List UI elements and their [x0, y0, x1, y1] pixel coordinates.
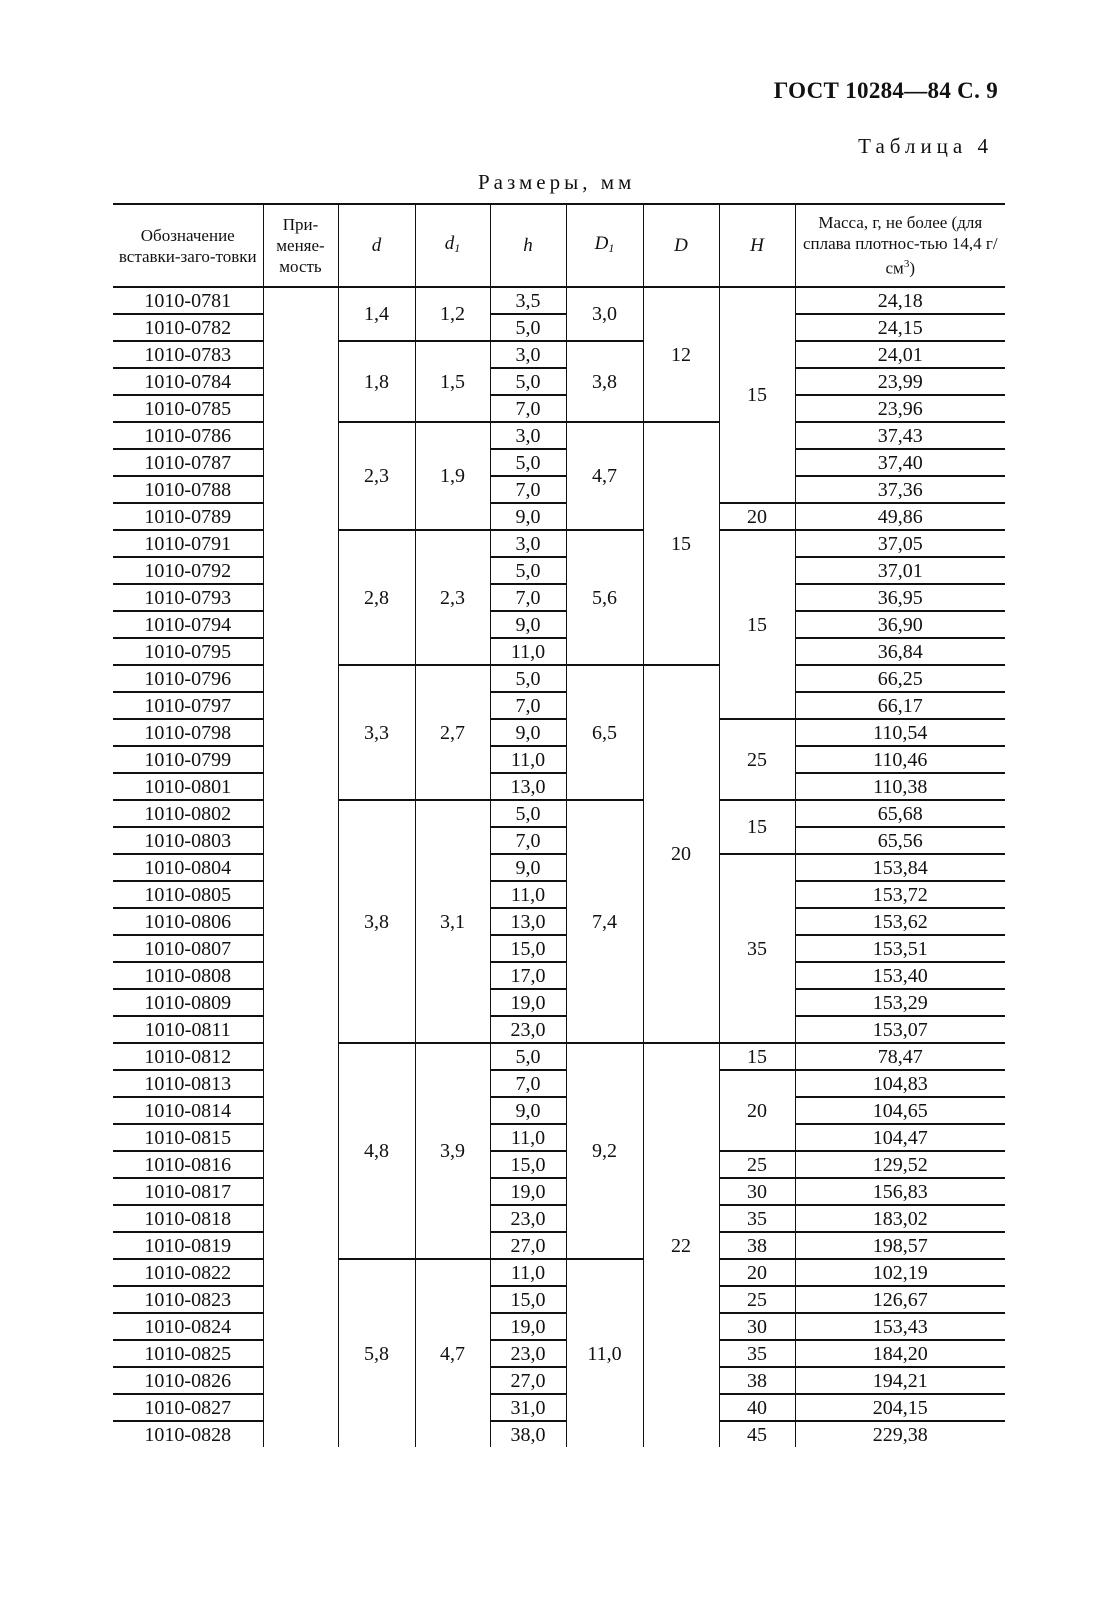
- d1-value-cell: 1,9: [415, 422, 490, 530]
- D-value-cell: 12: [643, 287, 719, 422]
- designation-cell: 1010-0806: [113, 908, 263, 935]
- mass-value-cell: 153,07: [795, 1016, 1005, 1043]
- D1-value-cell: 5,6: [566, 530, 643, 665]
- col-header-designation-text: Обозначение вставки-заго-товки: [118, 225, 257, 266]
- col-header-H: [719, 204, 795, 287]
- designation-cell: 1010-0823: [113, 1286, 263, 1313]
- h-value-cell: 15,0: [490, 1151, 566, 1178]
- table-row: [113, 1097, 1005, 1124]
- H-value-cell: 35: [719, 1205, 795, 1232]
- designation-cell: 1010-0811: [113, 1016, 263, 1043]
- mass-value-cell: 184,20: [795, 1340, 1005, 1367]
- mass-value-cell: 65,68: [795, 800, 1005, 827]
- H-value-cell: 38: [719, 1367, 795, 1394]
- designation-cell: 1010-0787: [113, 449, 263, 476]
- designation-cell: 1010-0786: [113, 422, 263, 449]
- h-value-cell: 7,0: [490, 584, 566, 611]
- designation-cell: 1010-0809: [113, 989, 263, 1016]
- d1-value-cell: 3,1: [415, 800, 490, 1043]
- D-value-cell: 20: [643, 665, 719, 1043]
- mass-value-cell: 156,83: [795, 1178, 1005, 1205]
- H-value-cell: 20: [719, 1259, 795, 1286]
- h-value-cell: 7,0: [490, 827, 566, 854]
- mass-value-cell: 153,29: [795, 989, 1005, 1016]
- mass-value-cell: 102,19: [795, 1259, 1005, 1286]
- col-header-applicability-text: При-меняе-мость: [276, 215, 325, 276]
- designation-cell: 1010-0808: [113, 962, 263, 989]
- h-value-cell: 23,0: [490, 1205, 566, 1232]
- table-row: [113, 1313, 1005, 1340]
- mass-value-cell: 66,25: [795, 665, 1005, 692]
- col-header-D1: [566, 204, 643, 287]
- designation-cell: 1010-0812: [113, 1043, 263, 1070]
- H-value-cell: 25: [719, 719, 795, 800]
- h-value-cell: 9,0: [490, 854, 566, 881]
- table-row: [113, 287, 1005, 314]
- h-value-cell: 7,0: [490, 692, 566, 719]
- d-value-cell: 2,3: [338, 422, 415, 530]
- mass-value-cell: 153,43: [795, 1313, 1005, 1340]
- h-value-cell: 5,0: [490, 449, 566, 476]
- mass-value-cell: 37,36: [795, 476, 1005, 503]
- h-value-cell: 5,0: [490, 800, 566, 827]
- mass-value-cell: 126,67: [795, 1286, 1005, 1313]
- d1-value-cell: 3,9: [415, 1043, 490, 1259]
- designation-cell: 1010-0797: [113, 692, 263, 719]
- mass-value-cell: 104,65: [795, 1097, 1005, 1124]
- table-row: [113, 1043, 1005, 1070]
- designation-cell: 1010-0819: [113, 1232, 263, 1259]
- d-value-cell: 1,8: [338, 341, 415, 422]
- d1-value-cell: 2,7: [415, 665, 490, 800]
- col-header-d: [338, 204, 415, 287]
- col-header-mass-text: Масса, г, не более (для сплава плотнос-тью 14,4 г/см: [802, 213, 998, 278]
- designation-cell: 1010-0781: [113, 287, 263, 314]
- h-value-cell: 19,0: [490, 1313, 566, 1340]
- designation-cell: 1010-0817: [113, 1178, 263, 1205]
- mass-value-cell: 49,86: [795, 503, 1005, 530]
- table-row: [113, 1205, 1005, 1232]
- table-row: [113, 989, 1005, 1016]
- mass-value-cell: 66,17: [795, 692, 1005, 719]
- table-row: [113, 530, 1005, 557]
- table-row: [113, 1286, 1005, 1313]
- table-row: [113, 1151, 1005, 1178]
- table-row: [113, 1016, 1005, 1043]
- mass-value-cell: 110,46: [795, 746, 1005, 773]
- designation-cell: 1010-0814: [113, 1097, 263, 1124]
- table-body: [113, 287, 1005, 1447]
- table-row: [113, 1340, 1005, 1367]
- h-value-cell: 38,0: [490, 1421, 566, 1447]
- table-row: [113, 1259, 1005, 1286]
- designation-cell: 1010-0798: [113, 719, 263, 746]
- H-value-cell: 15: [719, 800, 795, 854]
- D1-value-cell: 3,8: [566, 341, 643, 422]
- h-value-cell: 11,0: [490, 638, 566, 665]
- h-value-cell: 15,0: [490, 935, 566, 962]
- table-row: [113, 935, 1005, 962]
- designation-cell: 1010-0805: [113, 881, 263, 908]
- dimensions-table-container: [113, 203, 1005, 1447]
- table-row: [113, 584, 1005, 611]
- h-value-cell: 9,0: [490, 611, 566, 638]
- table-row: [113, 962, 1005, 989]
- h-value-cell: 23,0: [490, 1340, 566, 1367]
- table-row: [113, 476, 1005, 503]
- col-header-designation: [113, 204, 263, 287]
- H-value-cell: 38: [719, 1232, 795, 1259]
- h-value-cell: 13,0: [490, 908, 566, 935]
- designation-cell: 1010-0828: [144, 1424, 232, 1446]
- h-value-cell: 3,0: [490, 530, 566, 557]
- designation-cell: 1010-0794: [113, 611, 263, 638]
- H-value-cell: 45: [719, 1421, 795, 1447]
- designation-cell: 1010-0799: [113, 746, 263, 773]
- designation-cell: 1010-0783: [113, 341, 263, 368]
- table-row: [113, 638, 1005, 665]
- table-number-label: Таблица 4: [858, 134, 993, 158]
- mass-value-cell: 204,15: [795, 1394, 1005, 1421]
- h-value-cell: 15,0: [490, 1286, 566, 1313]
- H-value-cell: 20: [719, 503, 795, 530]
- h-value-cell: 11,0: [490, 1259, 566, 1286]
- h-value-cell: 5,0: [490, 368, 566, 395]
- table-row: [113, 881, 1005, 908]
- table-row: [113, 368, 1005, 395]
- d1-value-cell: 4,7: [415, 1259, 490, 1447]
- designation-cell: 1010-0791: [113, 530, 263, 557]
- h-value-cell: 17,0: [490, 962, 566, 989]
- designation-cell: 1010-0807: [113, 935, 263, 962]
- table-row: [113, 665, 1005, 692]
- table-header-row: [113, 204, 1005, 287]
- h-value-cell: 9,0: [490, 719, 566, 746]
- h-value-cell: 7,0: [490, 395, 566, 422]
- col-header-D: [643, 204, 719, 287]
- designation-cell: 1010-0822: [113, 1259, 263, 1286]
- table-row: [113, 422, 1005, 449]
- table-row: [113, 1178, 1005, 1205]
- D1-value-cell: 11,0: [566, 1259, 643, 1447]
- designation-cell: 1010-0796: [113, 665, 263, 692]
- mass-value-cell: 153,72: [795, 881, 1005, 908]
- H-value-cell: 30: [719, 1178, 795, 1205]
- mass-value-cell: 65,56: [795, 827, 1005, 854]
- mass-value-cell: 110,54: [795, 719, 1005, 746]
- mass-value-cell: 37,01: [795, 557, 1005, 584]
- designation-cell: 1010-0784: [113, 368, 263, 395]
- table-row: [113, 1394, 1005, 1421]
- table-row: [113, 395, 1005, 422]
- col-header-d-text: d: [371, 235, 382, 256]
- mass-value-cell: 229,38: [795, 1421, 1005, 1447]
- table-row: [113, 503, 1005, 530]
- h-value-cell: 5,0: [490, 314, 566, 341]
- mass-value-cell: 153,62: [795, 908, 1005, 935]
- designation-cell: 1010-0793: [113, 584, 263, 611]
- designation-cell: 1010-0801: [113, 773, 263, 800]
- table-row: [113, 854, 1005, 881]
- designation-cell: 1010-0789: [113, 503, 263, 530]
- D-value-cell: 15: [643, 422, 719, 665]
- table-row: [113, 1232, 1005, 1259]
- H-value-cell: 25: [719, 1151, 795, 1178]
- designation-cell: 1010-0792: [113, 557, 263, 584]
- designation-cell: 1010-0815: [113, 1124, 263, 1151]
- table-row: [113, 908, 1005, 935]
- h-value-cell: 9,0: [490, 503, 566, 530]
- H-value-cell: 15: [719, 287, 795, 503]
- col-header-h: [490, 204, 566, 287]
- col-header-D1-text: D: [594, 232, 609, 254]
- h-value-cell: 31,0: [490, 1394, 566, 1421]
- h-value-cell: 27,0: [490, 1232, 566, 1259]
- table-row: [113, 800, 1005, 827]
- mass-value-cell: 36,90: [795, 611, 1005, 638]
- h-value-cell: 19,0: [490, 1178, 566, 1205]
- mass-value-cell: 198,57: [795, 1232, 1005, 1259]
- designation-cell: 1010-0816: [113, 1151, 263, 1178]
- H-value-cell: 15: [719, 1043, 795, 1070]
- col-header-d1-subscript: 1: [454, 240, 461, 255]
- col-header-applicability: [263, 204, 338, 287]
- d1-value-cell: 2,3: [415, 530, 490, 665]
- col-header-d1: [415, 204, 490, 287]
- applicability-cell: [263, 287, 338, 1447]
- designation-cell: 1010-0802: [113, 800, 263, 827]
- mass-value-cell: 153,40: [795, 962, 1005, 989]
- col-header-D1-subscript: 1: [608, 240, 615, 255]
- table-row: [113, 773, 1005, 800]
- H-value-cell: 40: [719, 1394, 795, 1421]
- table-row: [113, 611, 1005, 638]
- table-row: [113, 827, 1005, 854]
- h-value-cell: 7,0: [490, 1070, 566, 1097]
- designation-cell: 1010-0795: [113, 638, 263, 665]
- designation-cell: 1010-0818: [113, 1205, 263, 1232]
- h-value-cell: 11,0: [490, 1124, 566, 1151]
- H-value-cell: 30: [719, 1313, 795, 1340]
- table-caption: Размеры, мм: [478, 170, 636, 194]
- h-value-cell: 3,0: [490, 422, 566, 449]
- designation-cell: 1010-0824: [113, 1313, 263, 1340]
- H-value-cell: 15: [719, 530, 795, 719]
- col-header-d1-text: d: [444, 232, 455, 254]
- table-row: [113, 1367, 1005, 1394]
- h-value-cell: 27,0: [490, 1367, 566, 1394]
- col-header-mass: [795, 204, 1005, 287]
- col-header-mass-end: ): [909, 258, 915, 278]
- designation-cell: 1010-0803: [113, 827, 263, 854]
- h-value-cell: 13,0: [490, 773, 566, 800]
- H-value-cell: 35: [719, 1340, 795, 1367]
- D1-value-cell: 4,7: [566, 422, 643, 530]
- mass-value-cell: 24,18: [795, 287, 1005, 314]
- col-header-H-text: H: [750, 235, 764, 256]
- D1-value-cell: 6,5: [566, 665, 643, 800]
- designation-cell: 1010-0804: [113, 854, 263, 881]
- mass-value-cell: 23,96: [795, 395, 1005, 422]
- table-row: [113, 719, 1005, 746]
- designation-cell: 1010-0827: [113, 1394, 263, 1421]
- D1-value-cell: 9,2: [566, 1043, 643, 1259]
- col-header-mass-superscript: 3: [903, 258, 910, 271]
- H-value-cell: 35: [719, 854, 795, 1043]
- mass-value-cell: 37,05: [795, 530, 1005, 557]
- h-value-cell: 19,0: [490, 989, 566, 1016]
- h-value-cell: 3,0: [490, 341, 566, 368]
- h-value-cell: 7,0: [490, 476, 566, 503]
- table-row: [113, 341, 1005, 368]
- designation-cell: 1010-0826: [113, 1367, 263, 1394]
- table-row: [113, 314, 1005, 341]
- mass-value-cell: 24,01: [795, 341, 1005, 368]
- designation-cell: 1010-0782: [113, 314, 263, 341]
- d-value-cell: 3,8: [338, 800, 415, 1043]
- col-header-h-text: h: [523, 235, 533, 256]
- table-row: [113, 1124, 1005, 1151]
- d1-value-cell: 1,5: [415, 341, 490, 422]
- d-value-cell: 2,8: [338, 530, 415, 665]
- designation-cell: 1010-0788: [113, 476, 263, 503]
- table-row: [113, 692, 1005, 719]
- mass-value-cell: 24,15: [795, 314, 1005, 341]
- mass-value-cell: 110,38: [795, 773, 1005, 800]
- mass-value-cell: 37,40: [795, 449, 1005, 476]
- D-value-cell: 22: [643, 1043, 719, 1447]
- mass-value-cell: 36,95: [795, 584, 1005, 611]
- mass-value-cell: 183,02: [795, 1205, 1005, 1232]
- table-row: [113, 449, 1005, 476]
- mass-value-cell: 104,47: [795, 1124, 1005, 1151]
- h-value-cell: 5,0: [490, 557, 566, 584]
- D1-value-cell: 3,0: [566, 287, 643, 341]
- mass-value-cell: 78,47: [795, 1043, 1005, 1070]
- h-value-cell: 5,0: [490, 665, 566, 692]
- h-value-cell: 9,0: [490, 1097, 566, 1124]
- mass-value-cell: 23,99: [795, 368, 1005, 395]
- d-value-cell: 3,3: [338, 665, 415, 800]
- mass-value-cell: 153,51: [795, 935, 1005, 962]
- mass-value-cell: 37,43: [795, 422, 1005, 449]
- designation-cell: 1010-0785: [113, 395, 263, 422]
- D1-value-cell: 7,4: [566, 800, 643, 1043]
- page-title: ГОСТ 10284—84 С. 9: [773, 78, 998, 103]
- mass-value-cell: 153,84: [795, 854, 1005, 881]
- dimensions-table: [113, 203, 1005, 1447]
- d-value-cell: 1,4: [338, 287, 415, 341]
- h-value-cell: 3,5: [490, 287, 566, 314]
- H-value-cell: 25: [719, 1286, 795, 1313]
- table-row: [113, 1421, 1005, 1447]
- table-row: [113, 746, 1005, 773]
- h-value-cell: 11,0: [490, 746, 566, 773]
- mass-value-cell: 104,83: [795, 1070, 1005, 1097]
- mass-value-cell: 129,52: [795, 1151, 1005, 1178]
- designation-cell: 1010-0813: [113, 1070, 263, 1097]
- h-value-cell: 23,0: [490, 1016, 566, 1043]
- d-value-cell: 5,8: [338, 1259, 415, 1447]
- designation-cell: 1010-0825: [113, 1340, 263, 1367]
- d-value-cell: 4,8: [338, 1043, 415, 1259]
- H-value-cell: 20: [719, 1070, 795, 1151]
- mass-value-cell: 36,84: [795, 638, 1005, 665]
- col-header-D-text: D: [674, 235, 688, 256]
- mass-value-cell: 194,21: [795, 1367, 1005, 1394]
- table-row: [113, 1070, 1005, 1097]
- h-value-cell: 11,0: [490, 881, 566, 908]
- table-row: [113, 557, 1005, 584]
- h-value-cell: 5,0: [490, 1043, 566, 1070]
- d1-value-cell: 1,2: [415, 287, 490, 341]
